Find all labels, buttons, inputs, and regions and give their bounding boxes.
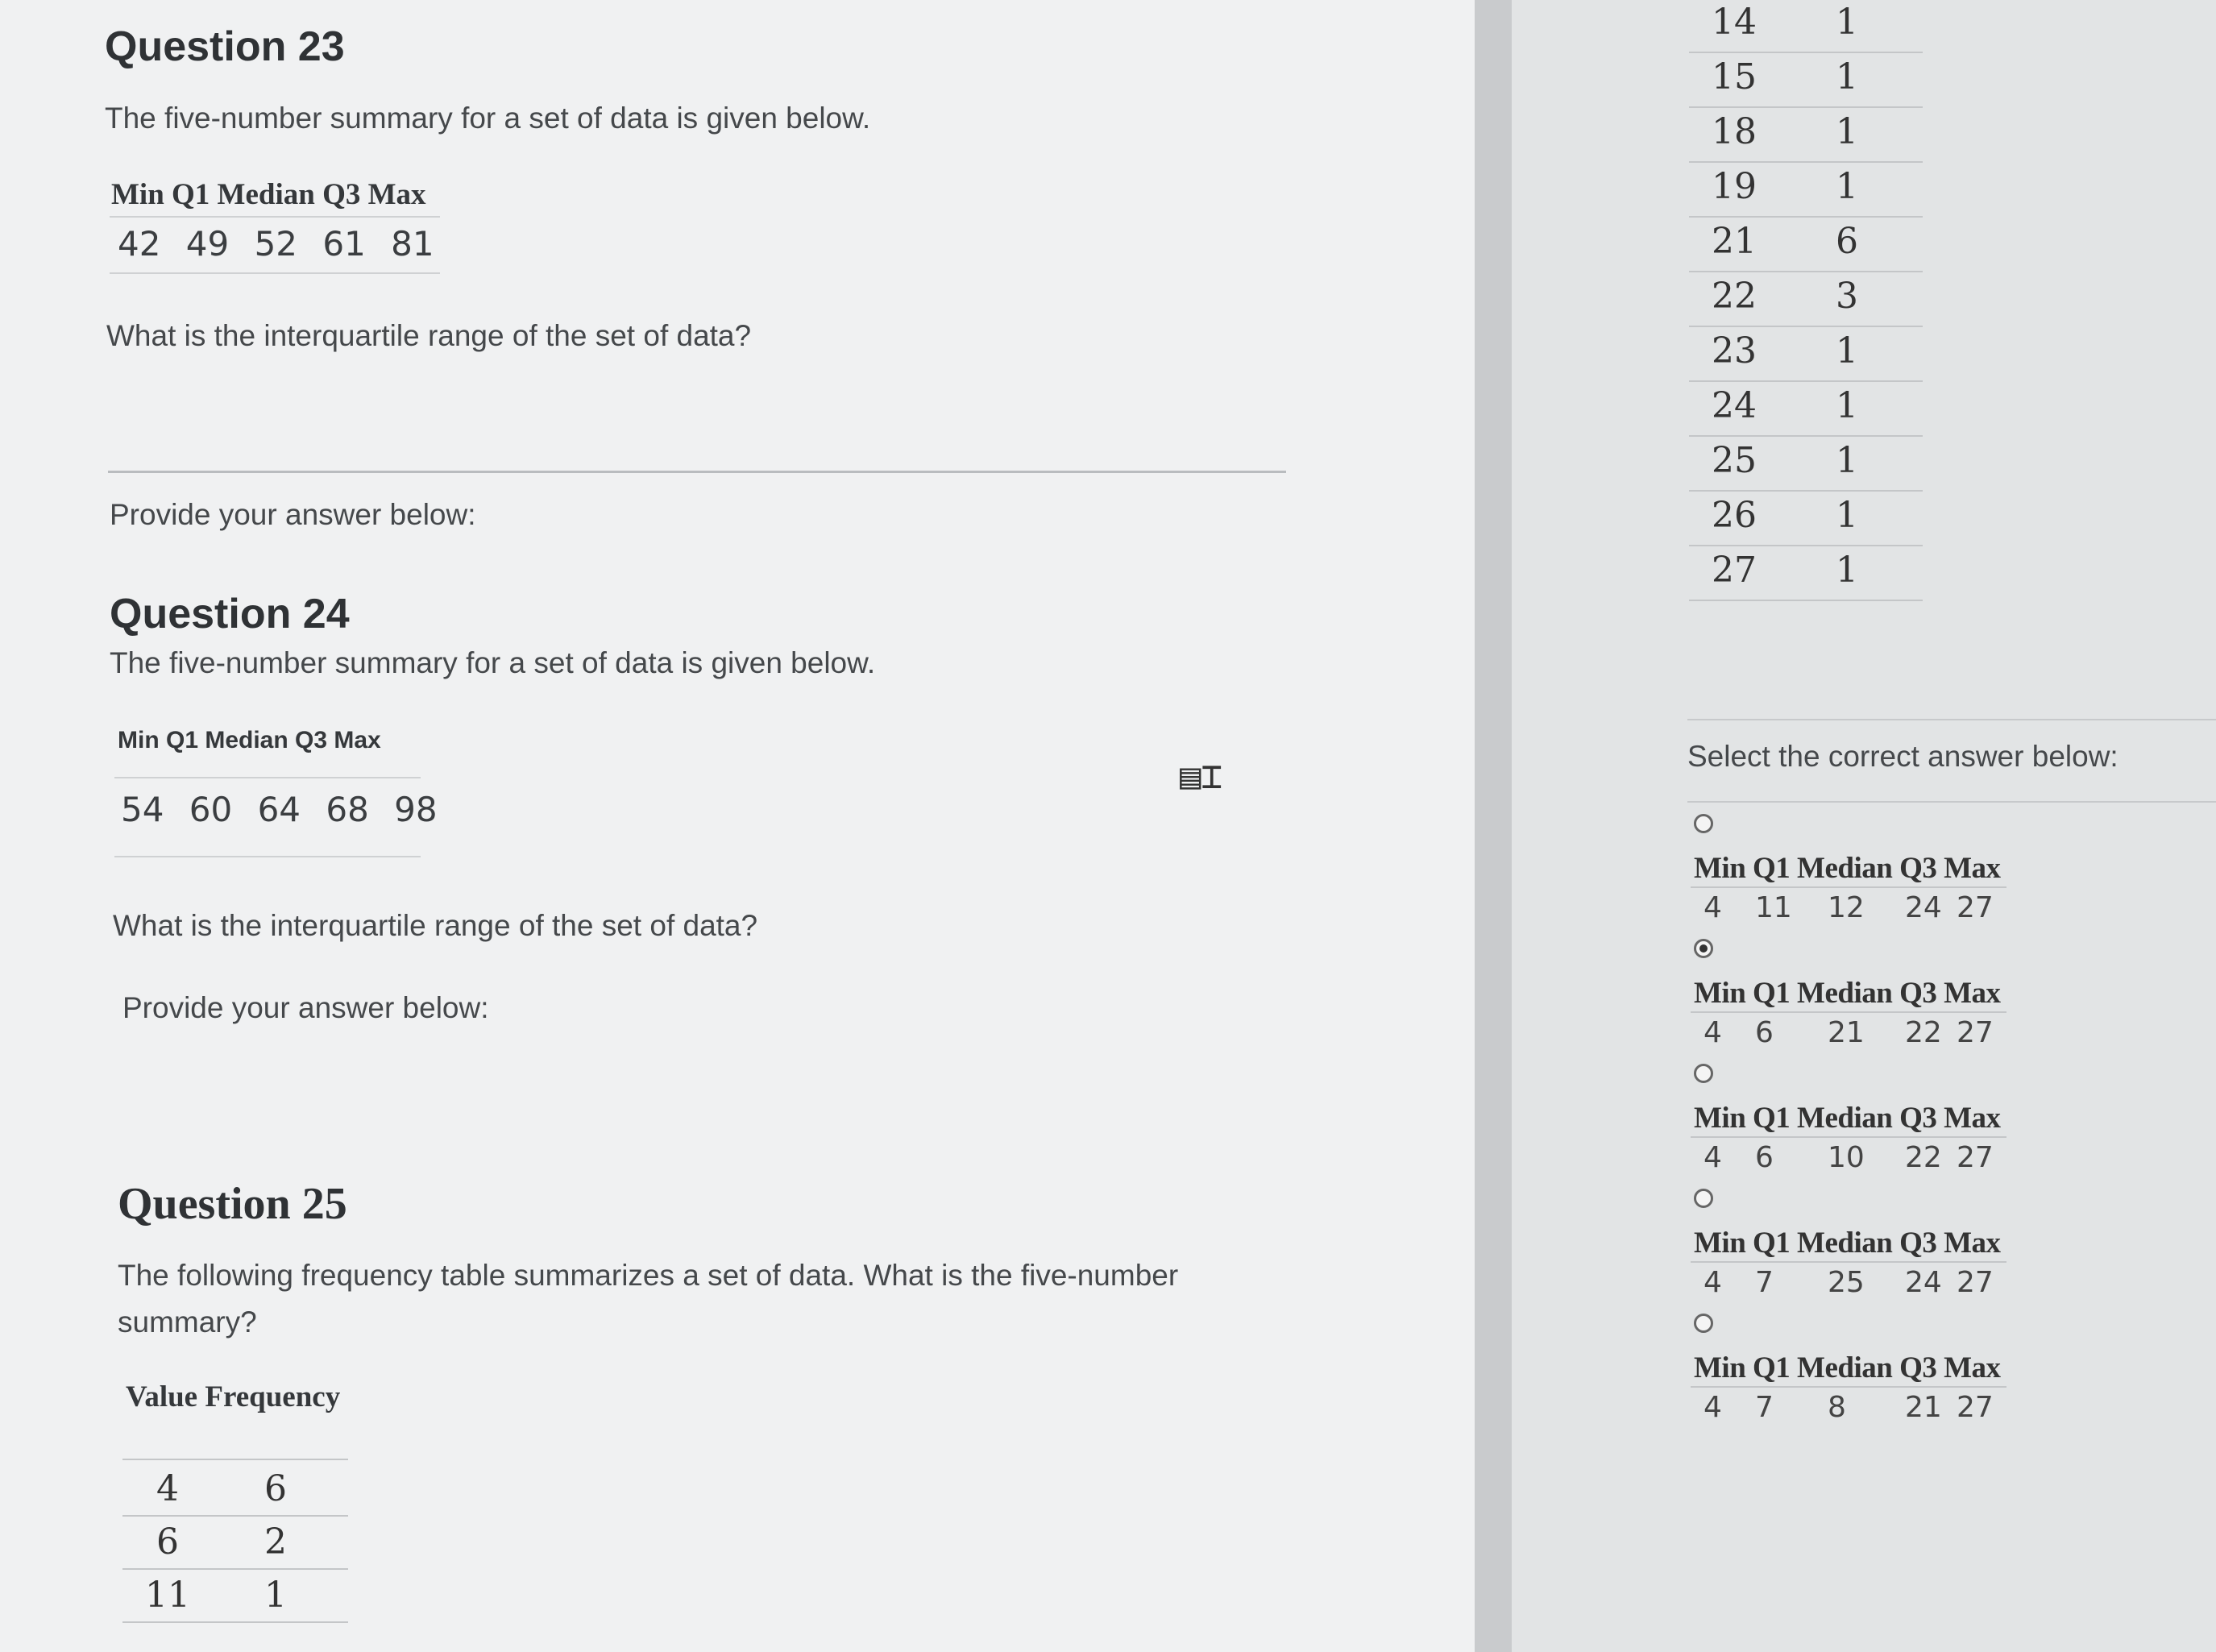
answer-option-value: 10 — [1828, 1141, 1865, 1174]
answer-option-value: 11 — [1755, 891, 1792, 924]
answer-option-value: 6 — [1755, 1141, 1774, 1174]
table-row-divider — [1689, 435, 1923, 437]
table-row-divider — [1689, 52, 1923, 53]
table-row-divider — [1689, 271, 1923, 272]
answer-option-value: 27 — [1957, 891, 1994, 924]
answer-option-value: 21 — [1905, 1391, 1942, 1424]
answer-option-value: 4 — [1703, 891, 1722, 924]
answer-option-value: 24 — [1905, 1266, 1942, 1299]
answer-option-radio[interactable] — [1694, 1064, 1713, 1083]
q25-prompt: The following frequency table summarizes a set of data. What is the five-number summary? — [118, 1259, 1179, 1339]
table-row-divider — [1689, 490, 1923, 492]
answer-option-value: 27 — [1957, 1016, 1994, 1049]
table-row-divider — [122, 1515, 348, 1517]
answer-option-value: 7 — [1755, 1391, 1774, 1424]
table-cell-frequency: 1 — [1836, 2, 1858, 43]
answer-option-header: Min Q1 Median Q3 Max — [1694, 852, 2001, 885]
q25-select-divider — [1687, 801, 2216, 803]
right-pane — [1512, 0, 2216, 1652]
q23-prompt: The five-number summary for a set of data is given below. — [105, 102, 871, 135]
answer-option-value: 21 — [1828, 1016, 1865, 1049]
answer-option-radio[interactable] — [1694, 939, 1713, 958]
answer-option-radio[interactable] — [1694, 1189, 1713, 1208]
table-cell-frequency: 1 — [1836, 495, 1858, 536]
table-row-divider — [1689, 161, 1923, 163]
q23-summary-bottom-divider — [110, 272, 440, 274]
text-cursor-icon: ▤⌶ — [1180, 756, 1222, 797]
table-cell-frequency: 2 — [264, 1521, 287, 1563]
q24-summary-bottom-divider — [114, 856, 421, 857]
table-cell-frequency: 1 — [1836, 166, 1858, 207]
answer-option-value: 25 — [1828, 1266, 1865, 1299]
answer-option-header: Min Q1 Median Q3 Max — [1694, 1102, 2001, 1135]
q25-select-prompt: Select the correct answer below: — [1687, 740, 2118, 773]
q24-prompt: The five-number summary for a set of data is given below. — [110, 646, 876, 679]
answer-option-value: 4 — [1703, 1391, 1722, 1424]
answer-option-value: 8 — [1828, 1391, 1846, 1424]
q23-summary-values: 42 49 52 61 81 — [118, 224, 434, 264]
answer-option-value: 27 — [1957, 1141, 1994, 1174]
answer-option-value: 24 — [1905, 891, 1942, 924]
table-cell-frequency: 1 — [1836, 385, 1858, 426]
q24-summary-divider — [114, 777, 421, 778]
table-cell-value: 24 — [1712, 385, 1757, 426]
table-cell-value: 26 — [1712, 495, 1757, 536]
table-row-divider — [1689, 106, 1923, 108]
table-cell-value: 19 — [1712, 166, 1757, 207]
q24-question: What is the interquartile range of the set of data? — [113, 909, 758, 942]
answer-option-divider — [1691, 1011, 2006, 1013]
q23-question: What is the interquartile range of the set of data? — [106, 319, 752, 352]
table-cell-value: 6 — [156, 1521, 179, 1563]
answer-option-radio[interactable] — [1694, 814, 1713, 833]
table-cell-frequency: 6 — [264, 1468, 287, 1509]
q24-summary-header: Min Q1 Median Q3 Max — [118, 727, 381, 753]
table-cell-value: 4 — [156, 1468, 179, 1509]
table-row-divider — [1689, 545, 1923, 546]
answer-option-value: 27 — [1957, 1391, 1994, 1424]
table-cell-value: 14 — [1712, 2, 1757, 43]
table-cell-value: 21 — [1712, 221, 1757, 262]
q23-answer-field[interactable] — [108, 471, 1286, 473]
q25-table-end-divider — [1687, 719, 2216, 720]
pane-divider[interactable] — [1475, 0, 1512, 1652]
answer-option-value: 27 — [1957, 1266, 1994, 1299]
table-cell-frequency: 1 — [1836, 56, 1858, 98]
table-cell-value: 23 — [1712, 330, 1757, 371]
table-row-divider — [1689, 380, 1923, 382]
answer-option-header: Min Q1 Median Q3 Max — [1694, 977, 2001, 1010]
table-cell-value: 25 — [1712, 440, 1757, 481]
answer-option-header: Min Q1 Median Q3 Max — [1694, 1227, 2001, 1260]
q23-title: Question 23 — [105, 23, 345, 70]
q23-answer-prompt: Provide your answer below: — [110, 498, 476, 531]
answer-option-value: 22 — [1905, 1016, 1942, 1049]
answer-option-value: 12 — [1828, 891, 1865, 924]
answer-option-value: 6 — [1755, 1016, 1774, 1049]
answer-option-value: 7 — [1755, 1266, 1774, 1299]
table-row-divider — [122, 1621, 348, 1623]
answer-option-value: 4 — [1703, 1266, 1722, 1299]
q23-summary-header: Min Q1 Median Q3 Max — [111, 178, 426, 211]
table-cell-value: 11 — [145, 1575, 190, 1616]
answer-option-divider — [1691, 1136, 2006, 1138]
table-cell-frequency: 1 — [264, 1575, 287, 1616]
table-cell-frequency: 1 — [1836, 440, 1858, 481]
table-cell-frequency: 1 — [1836, 111, 1858, 152]
table-cell-frequency: 6 — [1836, 221, 1858, 262]
answer-option-divider — [1691, 1386, 2006, 1388]
answer-option-divider — [1691, 886, 2006, 888]
q24-summary-values: 54 60 64 68 98 — [121, 790, 438, 829]
answer-option-value: 4 — [1703, 1016, 1722, 1049]
answer-option-header: Min Q1 Median Q3 Max — [1694, 1351, 2001, 1384]
table-row-divider — [1689, 216, 1923, 218]
table-cell-frequency: 3 — [1836, 276, 1858, 317]
q23-summary-divider — [110, 216, 440, 218]
table-row-divider — [122, 1568, 348, 1570]
table-cell-value: 15 — [1712, 56, 1757, 98]
table-row-divider — [1689, 600, 1923, 601]
q25-table-header-divider — [122, 1459, 348, 1460]
table-cell-value: 27 — [1712, 550, 1757, 591]
table-cell-value: 22 — [1712, 276, 1757, 317]
answer-option-value: 4 — [1703, 1141, 1722, 1174]
table-cell-value: 18 — [1712, 111, 1757, 152]
table-cell-frequency: 1 — [1836, 330, 1858, 371]
table-row-divider — [1689, 326, 1923, 327]
answer-option-value: 22 — [1905, 1141, 1942, 1174]
q25-table-header: Value Frequency — [126, 1380, 341, 1413]
q25-title: Question 25 — [118, 1179, 347, 1229]
table-cell-frequency: 1 — [1836, 550, 1858, 591]
answer-option-radio[interactable] — [1694, 1314, 1713, 1333]
answer-option-divider — [1691, 1261, 2006, 1263]
q24-answer-prompt: Provide your answer below: — [122, 991, 489, 1024]
q24-title: Question 24 — [110, 591, 350, 637]
